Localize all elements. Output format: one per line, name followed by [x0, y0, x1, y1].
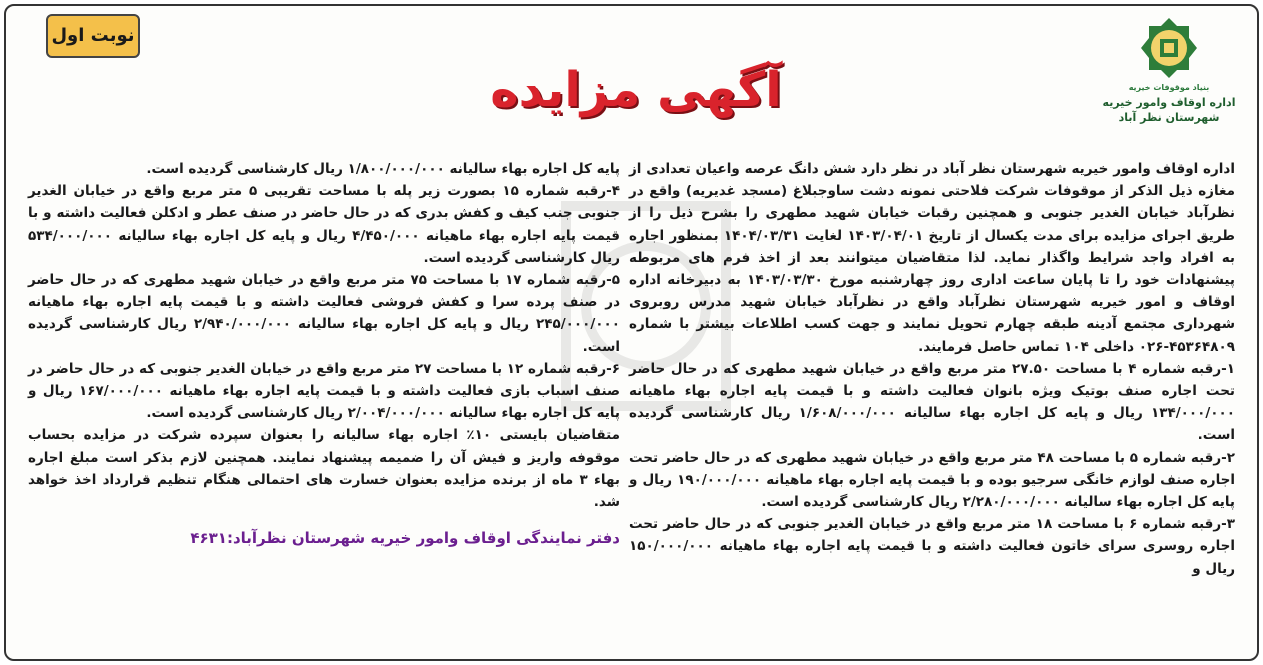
right-column	[629, 158, 1235, 580]
endowment-emblem-icon	[1137, 16, 1201, 80]
item-1: ۱-رقبه شماره ۴ با مساحت ۲۷.۵۰ متر مربع واقع در خیابان شهید مطهری که در حال حاضر تحت اجاره صنف بوتیک ویژه بانوان فعالیت داشته و با قیمت پایه اجاره بهاء ماهیانه ۱۳۴/۰۰۰/۰۰۰ ریال و پایه کل اجاره بهاء سالیانه ۱/۶۰۸/۰۰۰/۰۰۰ ریال کارشناسی گردیده است.	[629, 360, 1235, 444]
logo-caption: بنیاد موقوفات خیریه	[1128, 83, 1210, 92]
office-signature: دفتر نمایندگی اوقاف وامور خیریه شهرستان نظرآباد:۴۶۳۱	[190, 529, 620, 548]
intro-paragraph: اداره اوقاف وامور خیریه شهرستان نظر آباد در نظر دارد شش دانگ عرصه واعیان تعدادی از مغازه ذیل الذکر از موقوفات شرکت فلاحتی نمونه دشت ساوجبلاغ (مسجد غدیریه) واقع در نظرآباد خیابان الغدیر جنوبی و همچنین رقبات خیابان شهید مطهری را بشرح ذیل را از طریق اجرای مزایده برای مدت یکسال از تاریخ ۱۴۰۳/۰۴/۰۱ لغایت ۱۴۰۴/۰۳/۳۱ بمنظور اجاره به افراد واجد شرایط واگذار نماید. لذا متقاضیان میتوانند بعد از اخذ فرم های مربوطه پیشنهادات خود را تا پایان ساعت اداری روز چهارشنبه مورخ ۱۴۰۳/۰۳/۳۰ به دبیرخانه اداره اوقاف و امور خیریه شهرستان نظرآباد واقع در نظرآباد خیابان شهید مدرس روبروی شهرداری مجتمع آدینه طبقه چهارم تحویل نمایند و جهت کسب اطلاعات بیشتر با شماره ۴۵۳۶۴۸۰۹-۰۲۶ داخلی ۱۰۴ تماس حاصل فرمایند.	[629, 161, 1235, 355]
logo-city-name: شهرستان نظر آباد	[1118, 111, 1220, 124]
item-2: ۲-رقبه شماره ۵ با مساحت ۴۸ متر مربع واقع در خیابان شهید مطهری که در حال حاضر تحت اجاره صنف لوازم خانگی سرجیو بوده و با قیمت پایه اجاره بهاء ماهیانه ۱۹۰/۰۰۰/۰۰۰ ریال و پایه کل اجاره بهاء سالیانه ۲/۲۸۰/۰۰۰/۰۰۰ ریال کارشناسی گردیده است.	[629, 449, 1235, 511]
item-3: ۳-رقبه شماره ۶ با مساحت ۱۸ متر مربع واقع در خیابان الغدیر جنوبی که در حال حاضر تحت اجاره روسری سرای خاتون فعالیت داشته و با قیمت پایه اجاره بهاء ماهیانه ۱۵۰/۰۰۰/۰۰۰ ریال و	[629, 516, 1235, 577]
notice-title: آگهی مزایده	[490, 62, 782, 118]
left-column	[28, 158, 620, 549]
item-4: ۴-رقبه شماره ۱۵ بصورت زیر پله با مساحت تقریبی ۵ متر مربع واقع در خیابان الغدیر جنوبی جنب کیف و کفش بدری که در حال حاضر در صنف عطر و ادکلن فعالیت داشته و با قیمت پایه اجاره بهاء ماهیانه ۴/۴۵۰/۰۰۰ ریال و پایه کل اجاره بهاء سالیانه ۵۳۴/۰۰۰/۰۰۰ ریال کارشناسی گردیده است.	[28, 183, 620, 266]
notice-frame	[4, 4, 1259, 661]
item-5: ۵-رقبه شماره ۱۷ با مساحت ۷۵ متر مربع واقع در خیابان شهید مطهری که در حال حاضر در صنف پرده سرا و کفش فروشی فعالیت داشته و با قیمت پایه اجاره بهاء ماهیانه ۲۴۵/۰۰۰/۰۰۰ ریال و پایه کل اجاره بهاء سالیانه ۲/۹۴۰/۰۰۰/۰۰۰ ریال کارشناسی گردیده است.	[28, 272, 621, 355]
deposit-terms: متقاضیان بایستی ۱۰٪ اجاره بهاء سالیانه را بعنوان سپرده شرکت در مزایده بحساب موقوفه واریز و فیش آن را ضمیمه پیشنهاد نمایند. همچنین لازم بذکر است مبلغ اجاره بهاء ۳ ماه از برنده مزایده بعنوان خسارت های احتمالی هنگام تنظیم قرارداد اخذ خواهد شد.	[28, 427, 620, 511]
round-badge: نوبت اول	[46, 14, 140, 58]
item-3-continued: پایه کل اجاره بهاء سالیانه ۱/۸۰۰/۰۰۰/۰۰۰ ریال کارشناسی گردیده است.	[146, 161, 620, 177]
logo-org-name: اداره اوقاف وامور خیریه	[1102, 96, 1236, 109]
endowment-logo	[1099, 16, 1239, 125]
item-6: ۶-رقبه شماره ۱۲ با مساحت ۲۷ متر مربع واقع در خیابان الغدیر جنوبی که در حال حاضر در صنف اسباب بازی فعالیت داشته و با قیمت پایه اجاره بهاء ماهیانه ۱۶۷/۰۰۰/۰۰۰ ریال و پایه کل اجاره بهاء سالیانه ۲/۰۰۴/۰۰۰/۰۰۰ ریال کارشناسی گردیده است.	[28, 360, 621, 422]
